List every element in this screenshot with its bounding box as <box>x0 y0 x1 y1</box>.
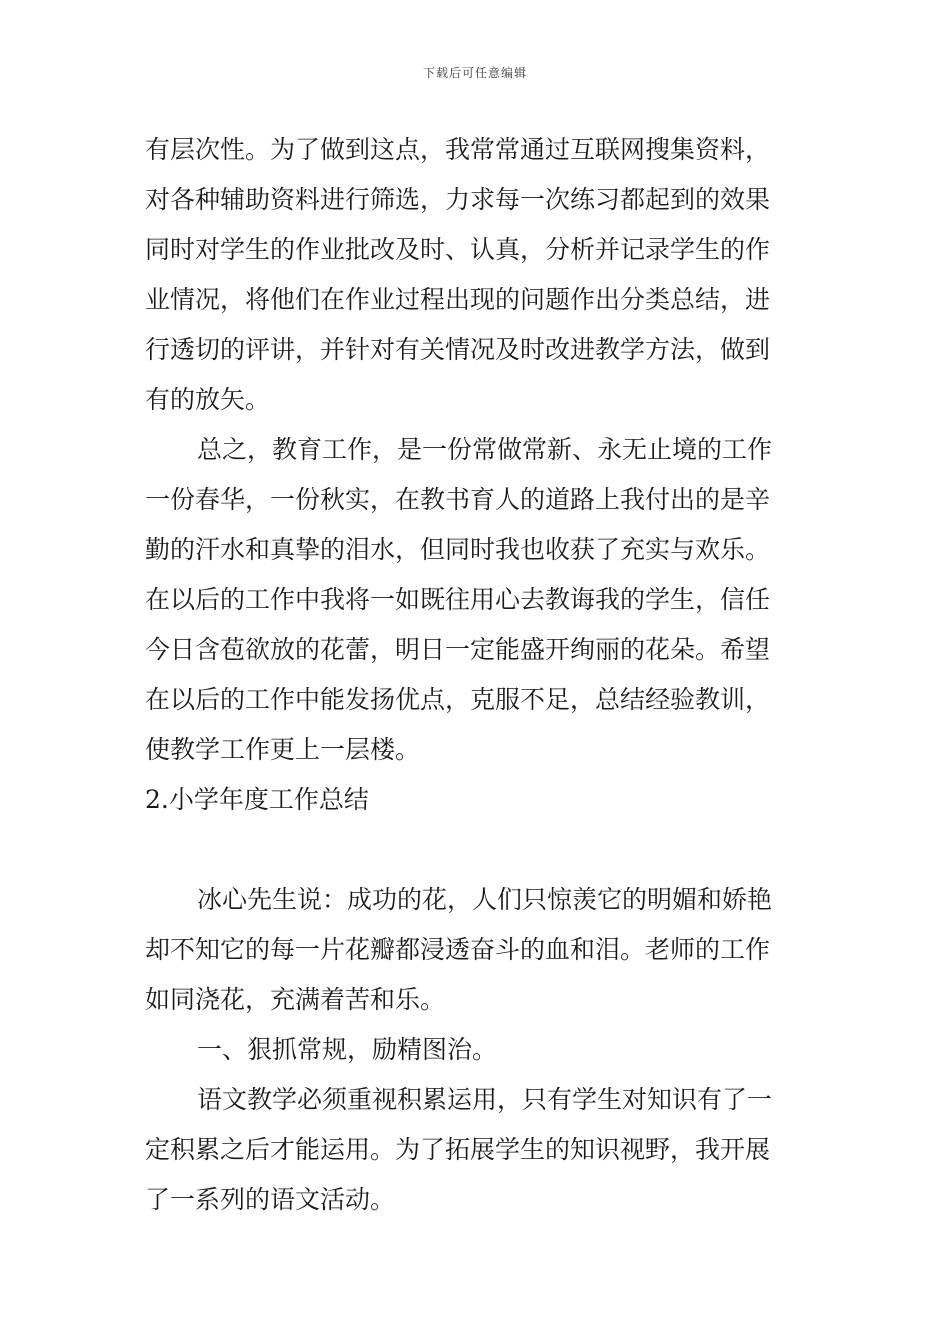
body-line-21: 了一系列的语文活动。 <box>145 1185 396 1214</box>
body-line-3: 同时对学生的作业批改及时、认真，分析并记录学生的作 <box>145 235 771 264</box>
body-line-20: 定积累之后才能运用。为了拓展学生的知识视野，我开展 <box>145 1135 771 1164</box>
body-line-7: 总之，教育工作，是一份常做常新、永无止境的工作 <box>197 435 773 464</box>
body-line-1: 有层次性。为了做到这点，我常常通过互联网搜集资料， <box>145 135 771 164</box>
body-line-15: 冰心先生说：成功的花，人们只惊羡它的明媚和娇艳 <box>197 885 773 914</box>
body-line-10: 在以后的工作中我将一如既往用心去教诲我的学生，信任 <box>145 585 771 614</box>
body-line-5: 行透切的评讲，并针对有关情况及时改进教学方法，做到 <box>145 335 771 364</box>
body-line-11: 今日含苞欲放的花蕾，明日一定能盛开绚丽的花朵。希望 <box>145 635 771 664</box>
body-line-12: 在以后的工作中能发扬优点，克服不足，总结经验教训， <box>145 685 771 714</box>
body-line-6: 有的放矢。 <box>145 385 271 414</box>
document-body <box>145 125 805 1225</box>
body-line-16: 却不知它的每一片花瓣都浸透奋斗的血和泪。老师的工作 <box>145 935 771 964</box>
body-line-17: 如同浇花，充满着苦和乐。 <box>145 985 446 1014</box>
body-line-19: 语文教学必须重视积累运用，只有学生对知识有了一 <box>197 1085 773 1114</box>
body-line-9: 勤的汗水和真挚的泪水，但同时我也收获了充实与欢乐。 <box>145 535 771 564</box>
body-line-4: 业情况，将他们在作业过程出现的问题作出分类总结，进 <box>145 285 771 314</box>
body-line-13: 使教学工作更上一层楼。 <box>145 735 421 764</box>
body-line-2: 对各种辅助资料进行筛选，力求每一次练习都起到的效果 <box>145 185 771 214</box>
body-line-8: 一份春华，一份秋实，在教书育人的道路上我付出的是辛 <box>145 485 771 514</box>
subheading-line: 一、狠抓常规，励精图治。 <box>197 1035 498 1064</box>
paragraph-gap <box>145 825 805 875</box>
page-header-note: 下载后可任意编辑 <box>422 66 527 80</box>
section-heading: 2.小学年度工作总结 <box>145 785 369 814</box>
